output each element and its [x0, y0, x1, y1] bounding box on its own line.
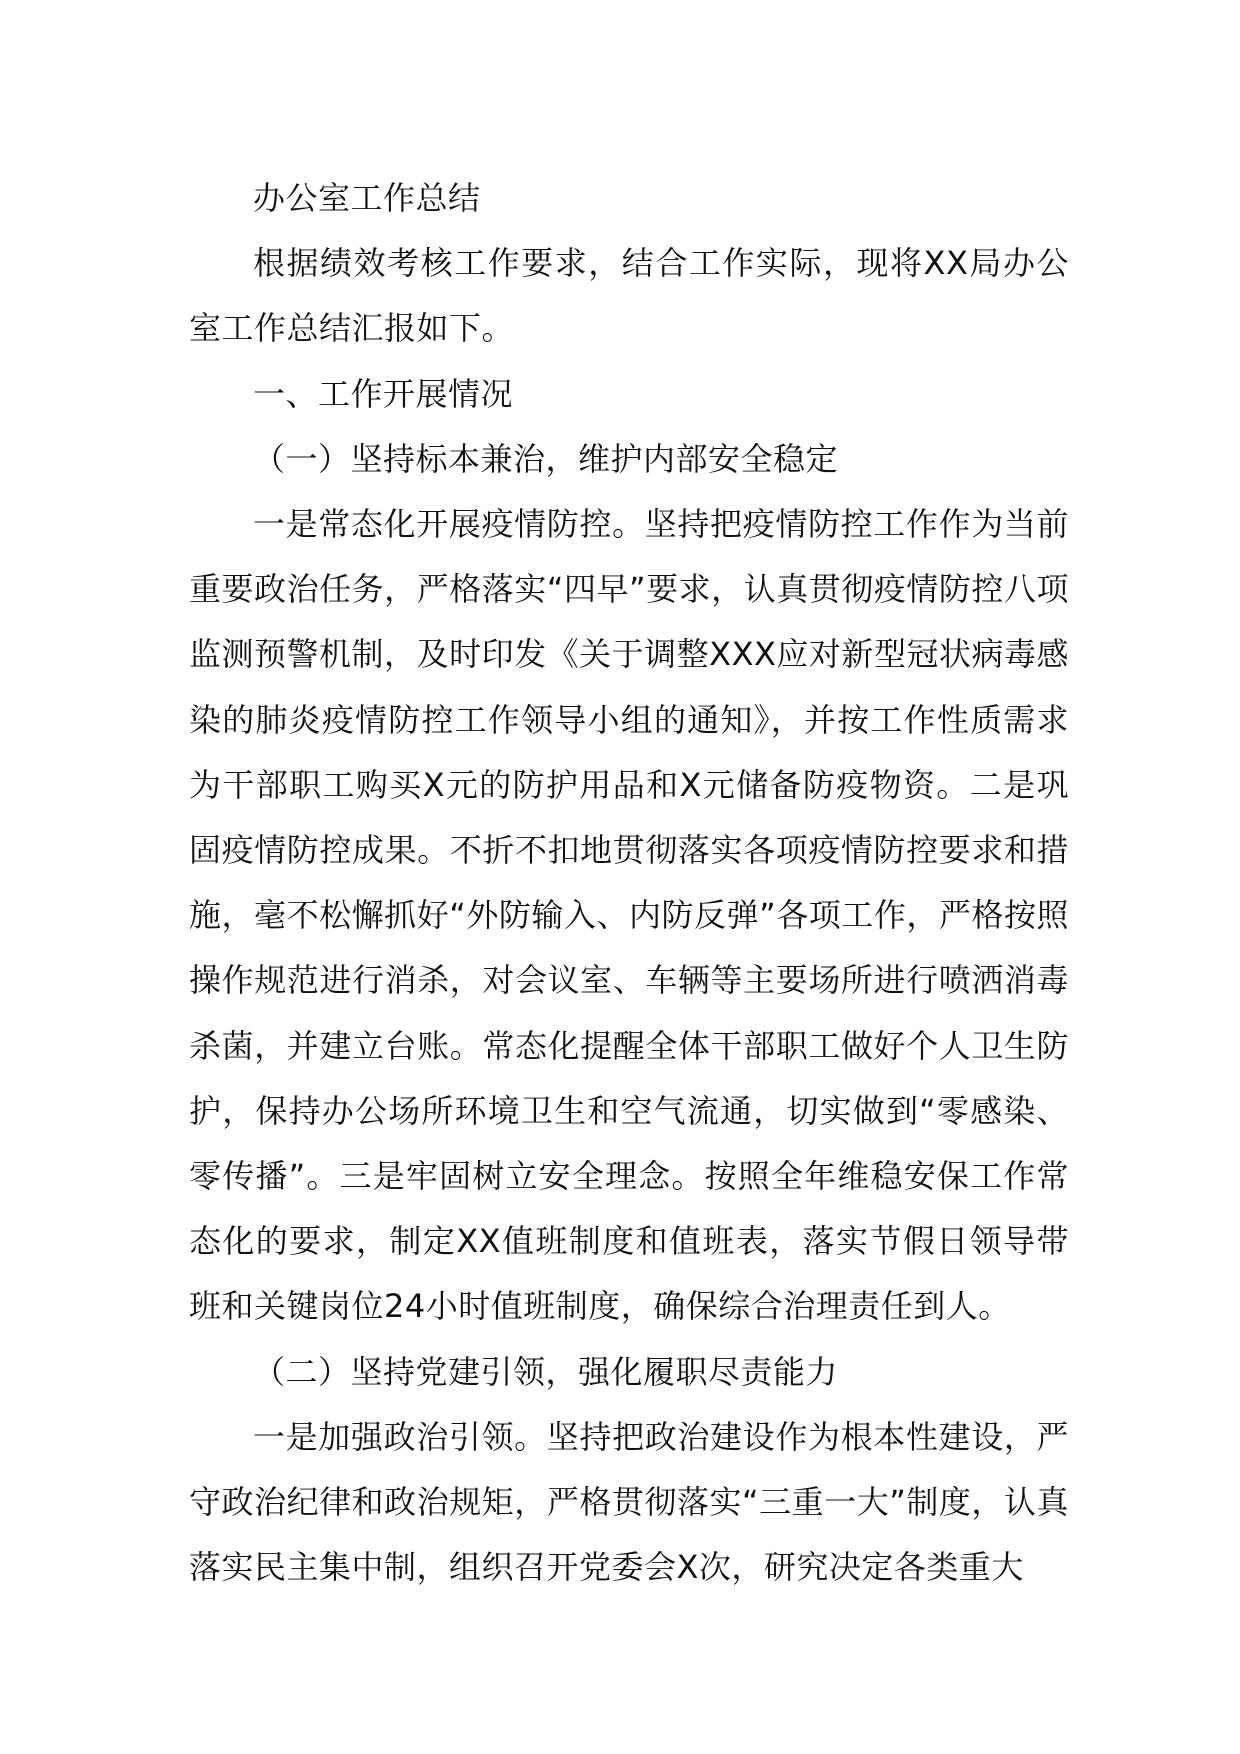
- document-title: 办公室工作总结: [253, 179, 481, 217]
- body-paragraph: 一是常态化开展疫情防控。坚持把疫情防控工作作为当前重要政治任务，严格落实“四早”要求，认真贯彻疫情防控八项监测预警机制，及时印发《关于调整XXX应对新型冠状病毒感染的肺炎疫情防控工作领导小组的通知》，并按工作性质需求为干部职工购买X元的防护用品和X元储备防疫物资。二是巩固疫情防控成果。不折不扣地贯彻落实各项疫情防控要求和措施，毫不松懈抓好“外防输入、内防反弹”各项工作，严格按照操作规范进行消杀，对会议室、车辆等主要场所进行喷洒消毒杀菌，并建立台账。常态化提醒全体干部职工做好个人卫生防护，保持办公场所环境卫生和空气流通，切实做到“零感染、零传播”。三是牢固树立安全理念。按照全年维稳安保工作常态化的要求，制定XX值班制度和值班表，落实节假日领导带班和关键岗位24小时值班制度，确保综合治理责任到人。: [189, 505, 1069, 1326]
- body-paragraph: 一是加强政治引领。坚持把政治建设作为根本性建设，严守政治纪律和政治规矩，严格贯彻落实“三重一大”制度，认真落实民主集中制，组织召开党委会X次，研究决定各类重大: [189, 1417, 1069, 1587]
- subsection-heading: （一）坚持标本兼治，维护内部安全稳定: [253, 439, 839, 478]
- subsection-heading: （二）坚持党建引领，强化履职尽责能力: [253, 1352, 839, 1391]
- section-heading: 一、工作开展情况: [253, 374, 514, 413]
- document-body: [189, 166, 1069, 1600]
- intro-paragraph: 根据绩效考核工作要求，结合工作实际，现将XX局办公室工作总结汇报如下。: [189, 244, 1069, 348]
